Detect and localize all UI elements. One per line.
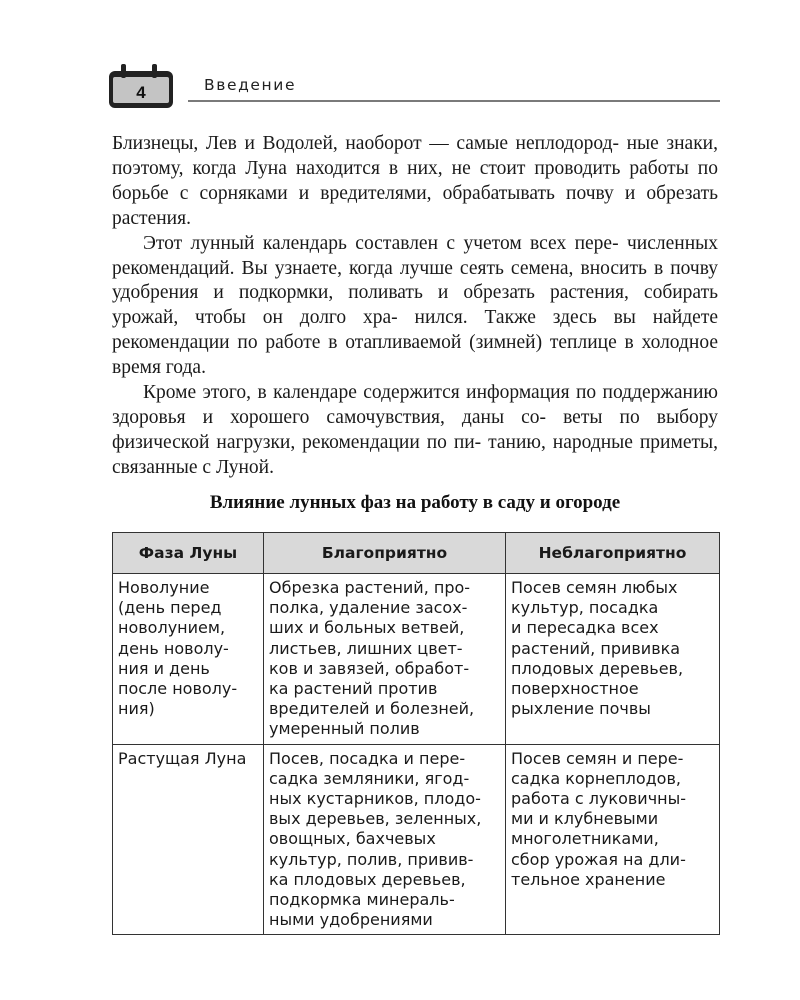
cell-line: листьев, лишних цвет- — [269, 638, 463, 658]
column-header-unfavorable: Неблагоприятно — [506, 533, 720, 574]
text-line: численных рекомендаций. Вы узнаете, когда лучше сеять — [112, 232, 719, 279]
cell-line: после новолу- — [118, 679, 238, 699]
table-row — [113, 744, 720, 935]
text-line: обрабатывать почву и обрезать растения. — [112, 182, 718, 229]
section-title: Введение — [204, 76, 297, 94]
cell-line: вых деревьев, зеленных, — [269, 809, 482, 829]
cell-line: подкормка минераль- — [269, 890, 455, 910]
cell-line: культур, посадка — [511, 598, 659, 618]
unfavorable-cell — [506, 744, 720, 935]
cell-line: ния и день — [118, 658, 210, 678]
cell-line: Новолуние — [118, 578, 210, 597]
cell-line: садка земляники, ягод- — [269, 768, 470, 788]
cell-line: культур, полив, привив- — [269, 849, 474, 869]
text-line: танию, народные приметы, связанные с Луной. — [112, 431, 718, 478]
text-line: поддержанию здоровья и хорошего самочувствия, даны со- — [112, 382, 718, 428]
cell-line: ми и клубневыми — [511, 809, 659, 829]
text-line: в отапливаемой (зимней) теплице в холодное время года. — [112, 332, 718, 379]
cell-line: работа с луковичны- — [511, 789, 687, 809]
cell-line: Посев семян и пере- — [511, 748, 684, 768]
text-line: Кроме этого, в календаре содержится информация по — [143, 382, 597, 404]
cell-line: ков и завязей, обработ- — [269, 658, 470, 678]
cell-line: Посев, посадка и пере- — [269, 748, 466, 768]
cell-line: овощных, бахчевых — [269, 829, 436, 849]
cell-line: садка корнеплодов, — [511, 768, 681, 788]
moon-phases-table — [112, 532, 720, 935]
text-line: Близнецы, Лев и Водолей, наоборот — самые неплодород- — [112, 133, 620, 154]
cell-line: поверхностное — [511, 679, 639, 699]
unfavorable-cell — [506, 574, 720, 745]
cell-line: день новолу- — [118, 638, 229, 658]
cell-line: рыхление почвы — [511, 699, 651, 719]
text-line: и обрезать растения, собирать урожай, чтобы он долго хра- — [112, 282, 718, 329]
cell-line: ных кустарников, плодо- — [269, 789, 481, 809]
phase-cell — [113, 744, 264, 935]
cell-line: (день перед — [118, 598, 222, 618]
cell-line: ка плодовых деревьев, — [269, 869, 466, 889]
cell-line: умеренный полив — [269, 719, 420, 739]
cell-line: новолунием, — [118, 618, 226, 638]
phase-cell — [113, 574, 264, 745]
cell-line: тельное хранение — [511, 869, 666, 889]
favorable-cell — [264, 744, 506, 935]
column-header-phase: Фаза Луны — [113, 533, 264, 574]
cell-line: Обрезка растений, про- — [269, 578, 471, 597]
cell-line: плодовых деревьев, — [511, 658, 684, 678]
cell-line: Посев семян любых — [511, 578, 678, 597]
body-text — [112, 132, 718, 481]
text-line: ные знаки, поэтому, когда Луна находится в них, не стоит — [112, 133, 718, 179]
paragraph — [112, 381, 718, 481]
text-line: Этот лунный календарь составлен с учетом всех пере- — [143, 232, 619, 254]
cell-line: растений, прививка — [511, 638, 681, 658]
cell-line: ния) — [118, 699, 155, 719]
text-line: веты по выбору физической нагрузки, рекомендации по пи- — [112, 406, 719, 453]
header-divider — [188, 100, 720, 102]
column-header-favorable: Благоприятно — [264, 533, 506, 574]
cell-line: вредителей и болезней, — [269, 699, 475, 719]
cell-line: и пересадка всех — [511, 618, 659, 638]
cell-line: ших и больных ветвей, — [269, 618, 465, 638]
table-header-row — [113, 533, 720, 574]
text-line: проводить работы по борьбе с сорняками и вредителями, — [112, 157, 718, 204]
paragraph — [112, 232, 718, 381]
cell-line: ными удобрениями — [269, 910, 433, 930]
page-number: 4 — [136, 83, 146, 102]
table-caption: Влияние лунных фаз на работу в саду и огороде — [209, 492, 621, 513]
favorable-cell — [264, 574, 506, 745]
cell-line: ка растений против — [269, 679, 438, 699]
cell-line: многолетниками, — [511, 829, 659, 849]
text-line: семена, вносить в почву удобрения и подкормки, поливать — [112, 257, 718, 304]
text-line: нился. Также здесь вы найдете рекомендации по работе — [112, 307, 719, 354]
cell-line: Растущая Луна — [118, 748, 247, 768]
paragraph — [112, 132, 718, 232]
table-row — [113, 574, 720, 745]
cell-line: сбор урожая на дли- — [511, 849, 686, 869]
cell-line: полка, удаление засох- — [269, 598, 468, 618]
